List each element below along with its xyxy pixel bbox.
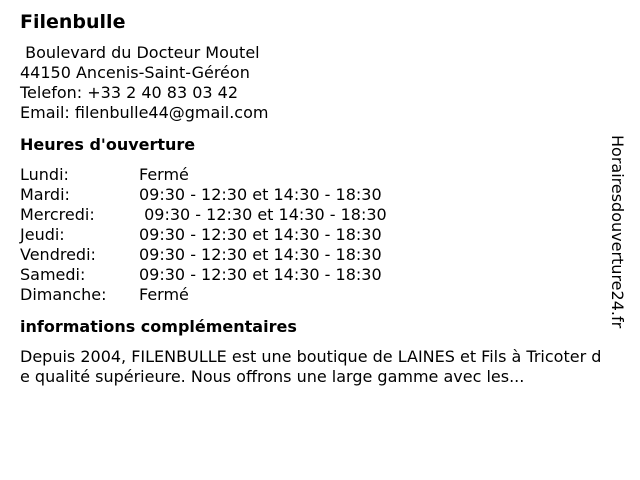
additional-info-text: Depuis 2004, FILENBULLE est une boutique de LAINES et Fils à Tricoter de qualité supérieure. Nous offrons une large gamme avec les... xyxy=(20,347,602,386)
hours-value: 09:30 - 12:30 et 14:30 - 18:30 xyxy=(139,245,382,264)
hours-row-mardi xyxy=(20,185,615,205)
opening-hours-heading: Heures d'ouverture xyxy=(20,135,196,154)
hours-row-samedi xyxy=(20,265,615,285)
hours-value: 09:30 - 12:30 et 14:30 - 18:30 xyxy=(139,265,382,284)
business-card xyxy=(20,10,615,387)
site-watermark: Horairesdouverture24.fr xyxy=(608,135,627,329)
business-name: Filenbulle xyxy=(20,11,126,33)
hours-day: Lundi: xyxy=(20,165,69,184)
hours-row-lundi xyxy=(20,165,615,185)
hours-row-dimanche xyxy=(20,285,615,305)
hours-day: Mercredi: xyxy=(20,205,95,224)
address-city: 44150 Ancenis-Saint-Géréon xyxy=(20,63,250,82)
hours-value: 09:30 - 12:30 et 14:30 - 18:30 xyxy=(139,205,387,224)
address-street: Boulevard du Docteur Moutel xyxy=(20,43,260,62)
contact-block xyxy=(20,43,615,123)
hours-day: Mardi: xyxy=(20,185,70,204)
hours-day: Dimanche: xyxy=(20,285,107,304)
hours-value: Fermé xyxy=(139,165,189,184)
hours-row-jeudi xyxy=(20,225,615,245)
phone-number: Telefon: +33 2 40 83 03 42 xyxy=(20,83,239,102)
email-address: Email: filenbulle44@gmail.com xyxy=(20,103,269,122)
hours-day: Vendredi: xyxy=(20,245,96,264)
hours-day: Jeudi: xyxy=(20,225,65,244)
hours-day: Samedi: xyxy=(20,265,86,284)
opening-hours-table xyxy=(20,165,615,305)
hours-row-mercredi xyxy=(20,205,615,225)
hours-value: Fermé xyxy=(139,285,189,304)
hours-row-vendredi xyxy=(20,245,615,265)
additional-info-heading: informations complémentaires xyxy=(20,317,297,336)
hours-value: 09:30 - 12:30 et 14:30 - 18:30 xyxy=(139,185,382,204)
hours-value: 09:30 - 12:30 et 14:30 - 18:30 xyxy=(139,225,382,244)
